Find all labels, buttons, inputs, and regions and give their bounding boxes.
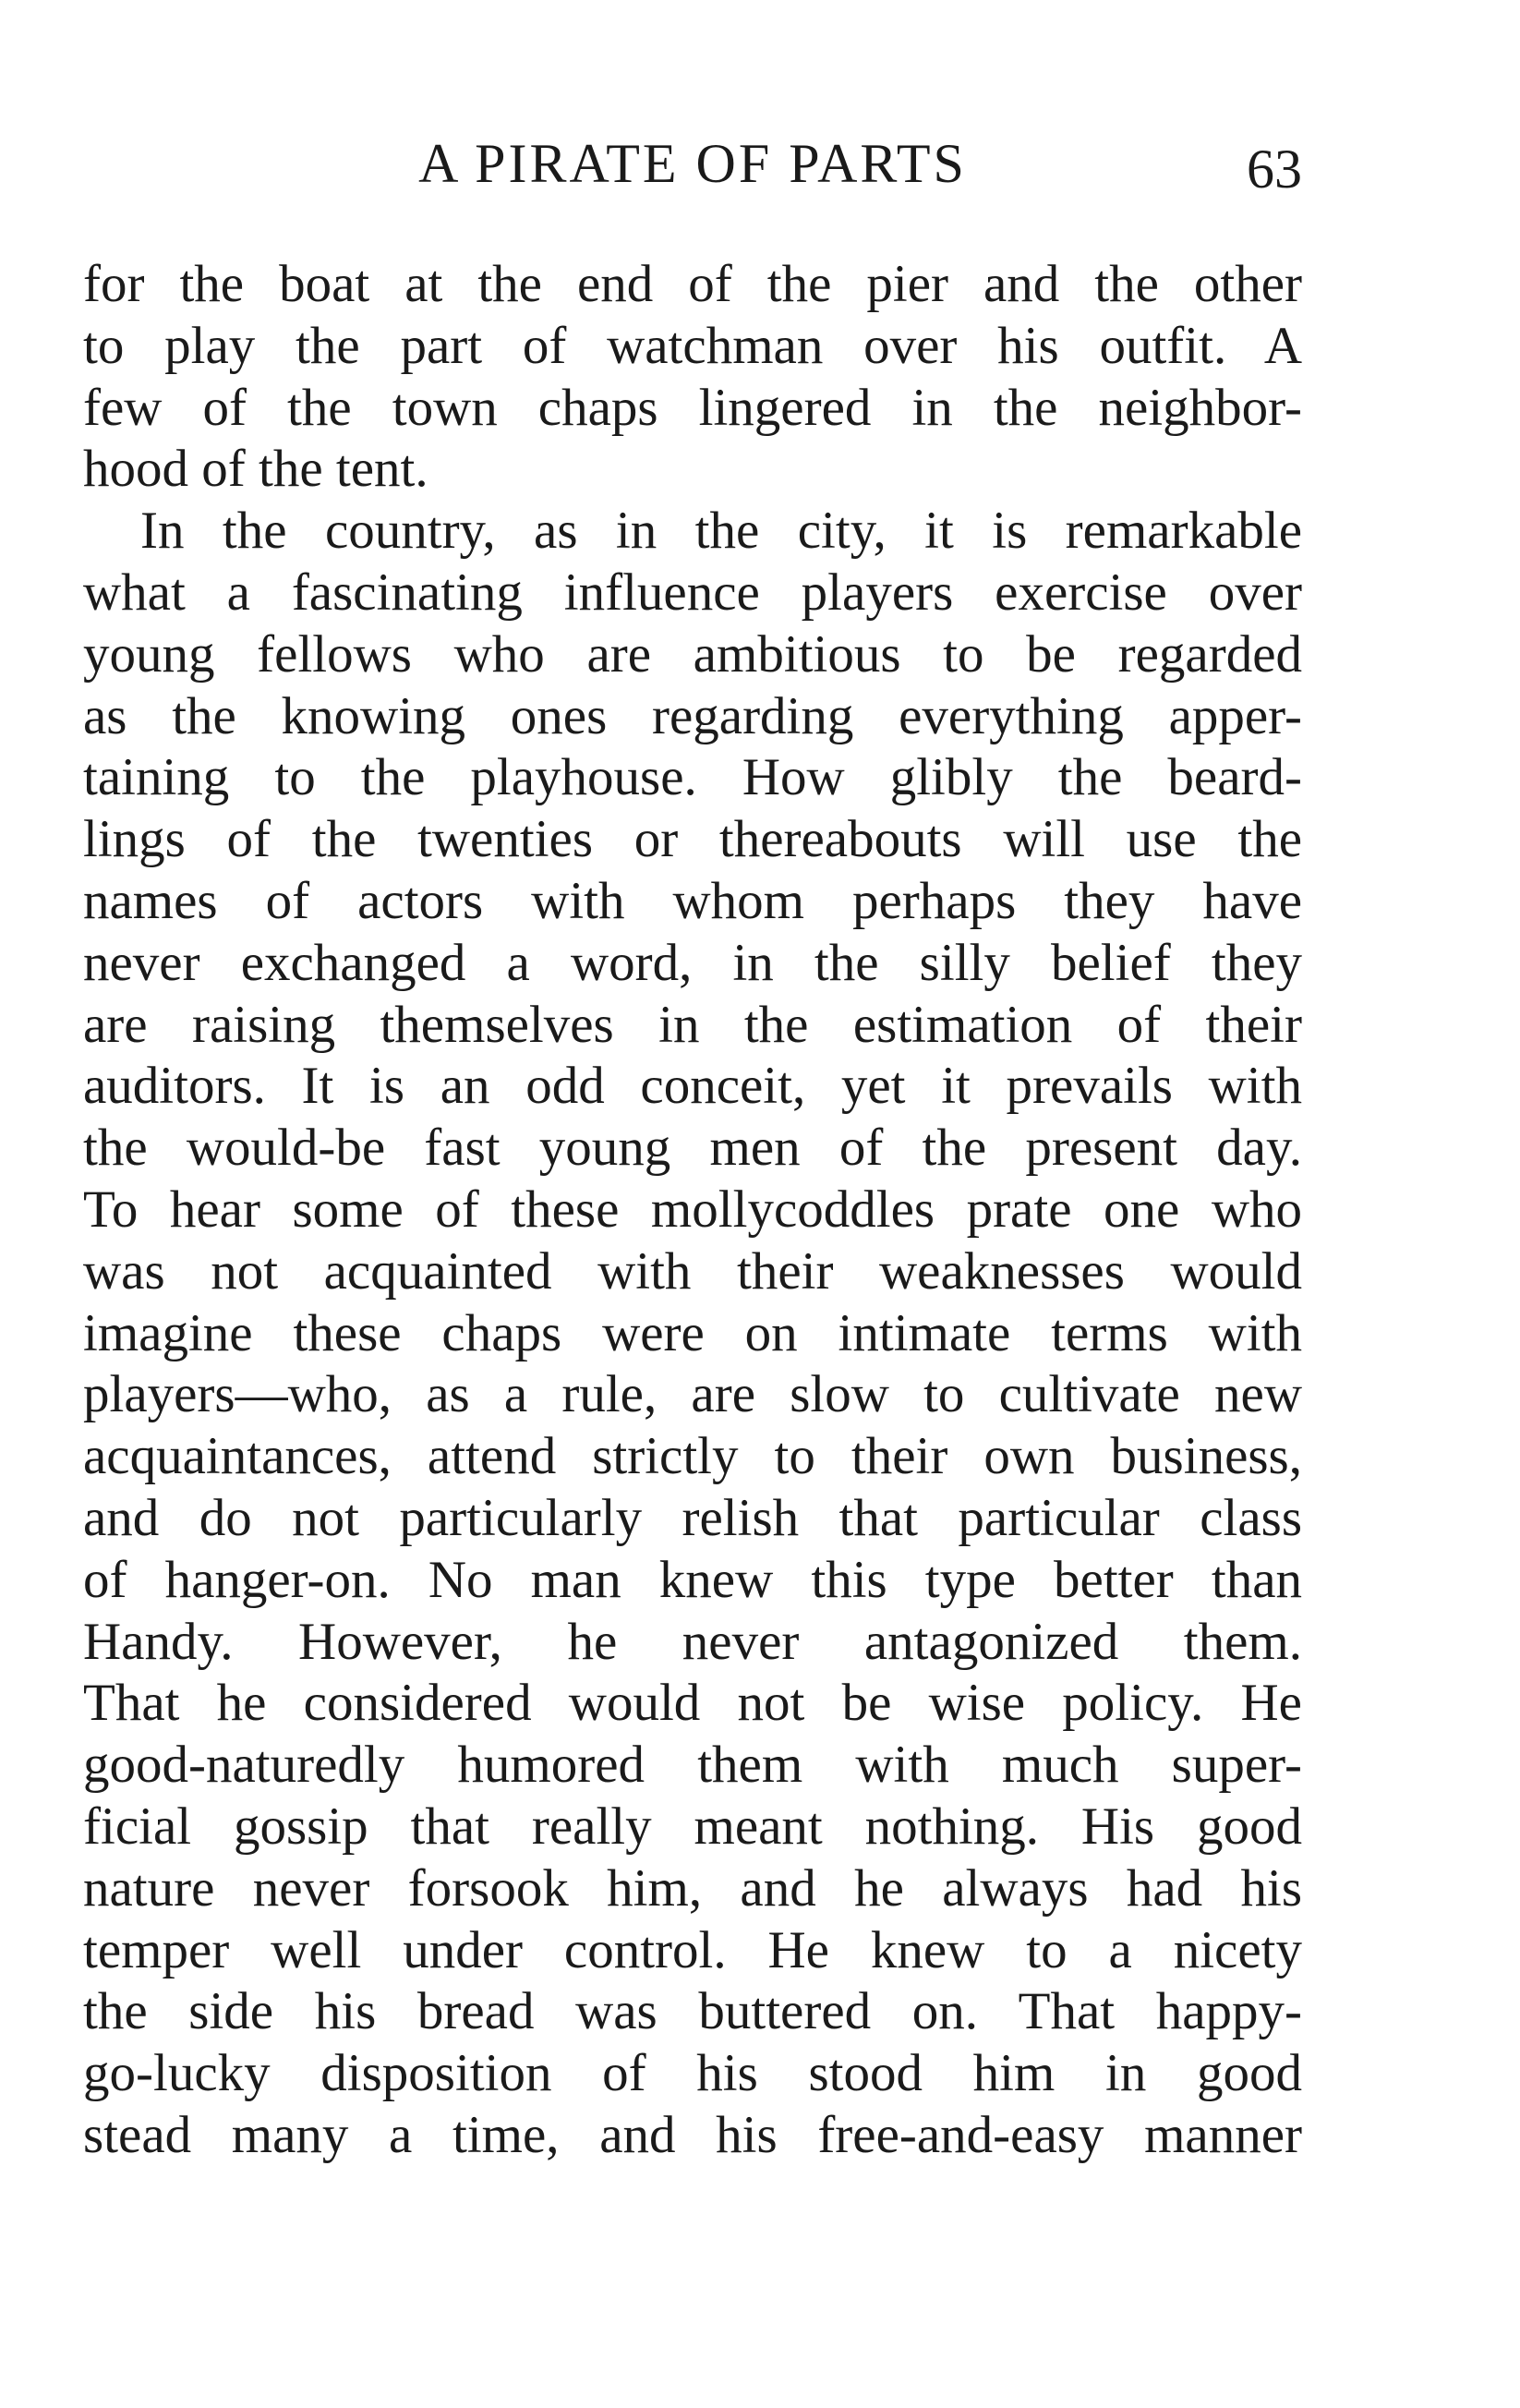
text-line: auditors. It is an odd conceit, yet it prevails with: [83, 1057, 1302, 1116]
text-line: That he considered would not be wise policy. He: [83, 1674, 1302, 1733]
text-line: never exchanged a word, in the silly belief they: [83, 933, 1302, 992]
text-line: young fellows who are ambitious to be regarded: [83, 624, 1302, 684]
text-line: imagine these chaps were on intimate terms with: [83, 1303, 1302, 1362]
text-line: the would-be fast young men of the present day.: [83, 1119, 1302, 1178]
text-line: what a fascinating influence players exercise over: [83, 563, 1302, 622]
text-line: taining to the playhouse. How glibly the beard-: [83, 748, 1302, 807]
text-line: the side his bread was buttered on. That happy-: [83, 1982, 1302, 2041]
text-line: of hanger-on. No man knew this type better than: [83, 1550, 1302, 1609]
text-line: players—who, as a rule, are slow to cultivate new: [83, 1365, 1302, 1424]
text-line: ficial gossip that really meant nothing. His good: [83, 1797, 1302, 1856]
text-line: are raising themselves in the estimation of their: [83, 995, 1302, 1054]
text-line: to play the part of watchman over his outfit. A: [83, 316, 1302, 375]
text-line: names of actors with whom perhaps they have: [83, 871, 1302, 930]
text-line: To hear some of these mollycoddles prate one who: [83, 1180, 1302, 1239]
text-line: as the knowing ones regarding everything apper-: [83, 686, 1302, 745]
running-head: [83, 131, 1302, 200]
text-line: few of the town chaps lingered in the neighbor-: [83, 378, 1302, 437]
text-line: for the boat at the end of the pier and the other: [83, 255, 1302, 313]
text-line: lings of the twenties or thereabouts will use the: [83, 810, 1302, 869]
text-line: was not acquainted with their weaknesses would: [83, 1241, 1302, 1301]
text-line: In the country, as in the city, it is remarkable: [140, 502, 1302, 561]
text-line: acquaintances, attend strictly to their own business,: [83, 1427, 1302, 1486]
text-line: stead many a time, and his free-and-easy manner: [83, 2105, 1302, 2164]
text-line: hood of the tent.: [83, 440, 428, 499]
text-line: nature never forsook him, and he always had his: [83, 1858, 1302, 1918]
text-line: temper well under control. He knew to a nicety: [83, 1920, 1302, 1979]
page-number: 63: [1247, 139, 1302, 200]
running-title: A PIRATE OF PARTS: [418, 133, 967, 194]
text-line: go-lucky disposition of his stood him in good: [83, 2044, 1302, 2103]
text-line: and do not particularly relish that particular class: [83, 1488, 1302, 1547]
body-text: [83, 254, 1302, 2167]
text-line: good-naturedly humored them with much super-: [83, 1736, 1302, 1795]
text-line: Handy. However, he never antagonized them.: [83, 1612, 1302, 1671]
